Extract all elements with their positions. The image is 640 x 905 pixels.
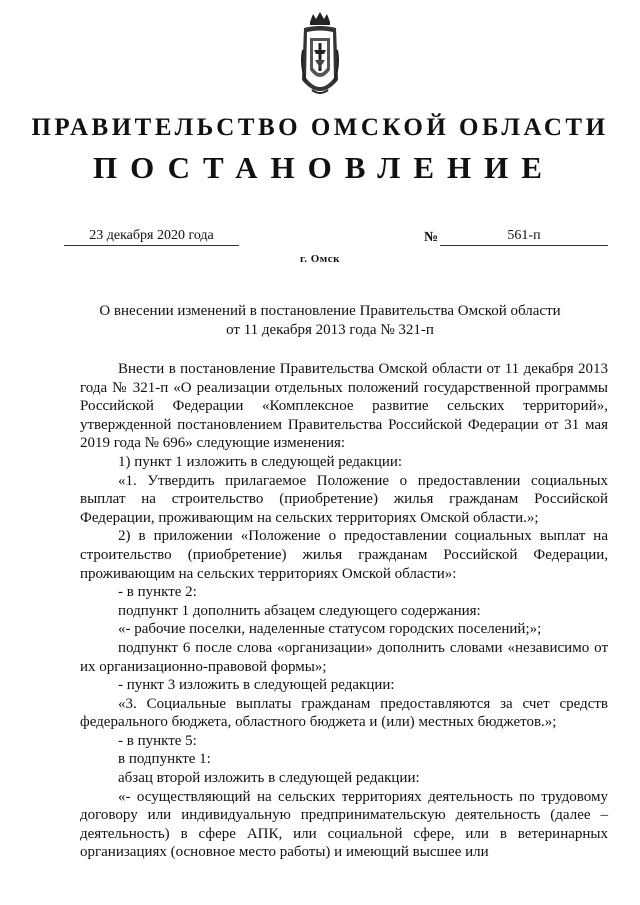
number-sign: № (424, 230, 439, 245)
organization-title: ПРАВИТЕЛЬСТВО ОМСКОЙ ОБЛАСТИ (31, 114, 609, 141)
document-type-title: ПОСТАНОВЛЕНИЕ (93, 150, 555, 185)
body-paragraph: 2) в приложении «Положение о предоставлении социальных выплат на строительство (приобретение) жилья гражданам Российской Федерации, проживающим на сельских территориях Омской области»: (80, 528, 608, 582)
body-paragraph: «- осуществляющий на сельских территориях деятельность по трудовому договору или индивидуальную предпринимательскую деятельность (далее – деятельность) в сфере АПК, или социальной сфере, или в ветеринарных организациях (основное место работы) и имеющий высшее или (80, 788, 608, 861)
coat-of-arms-icon (300, 10, 340, 104)
body-paragraph: 1) пункт 1 изложить в следующей редакции: (118, 453, 403, 470)
document-subject (80, 302, 580, 340)
body-paragraph: - в пункте 2: (118, 584, 197, 601)
body-paragraph: подпункт 6 после слова «организации» дополнить словами «независимо от их организационно-правовой формы»; (80, 639, 608, 675)
subject-line-1: О внесении изменений в постановление Правительства Омской области (99, 303, 561, 319)
body-paragraph: подпункт 1 дополнить абзацем следующего содержания: (118, 602, 481, 619)
body-paragraph: «3. Социальные выплаты гражданам предоставляются за счет средств федерального бюджета, областного бюджета и (или) местных бюджетов.»; (80, 695, 608, 731)
document-number: 561-п (440, 226, 608, 246)
body-paragraph: Внести в постановление Правительства Омской области от 11 декабря 2013 года № 321-п «О реализации отдельных положений государственной программы Российской Федерации «Комплексное развитие сельских территорий», утвержденной постановлением Правительства Российской Федерации от 31 мая 2019 года № 696» следующие изменения: (80, 361, 608, 452)
body-paragraph: «1. Утвердить прилагаемое Положение о предоставлении социальных выплат на строительство (приобретение) жилья гражданам Российской Федерации, проживающим на сельских территориях Омской области.»; (80, 472, 608, 526)
body-paragraph: - в пункте 5: (118, 732, 197, 749)
body-paragraph: в подпункте 1: (118, 751, 211, 768)
subject-line-2: от 11 декабря 2013 года № 321-п (226, 322, 434, 338)
document-place: г. Омск (299, 253, 341, 265)
document-date: 23 декабря 2020 года (64, 226, 239, 246)
body-paragraph: - пункт 3 изложить в следующей редакции: (118, 677, 395, 694)
document-body (80, 360, 608, 862)
body-paragraph: «- рабочие поселки, наделенные статусом городских поселений;»; (118, 621, 542, 638)
body-paragraph: абзац второй изложить в следующей редакции: (118, 770, 420, 787)
